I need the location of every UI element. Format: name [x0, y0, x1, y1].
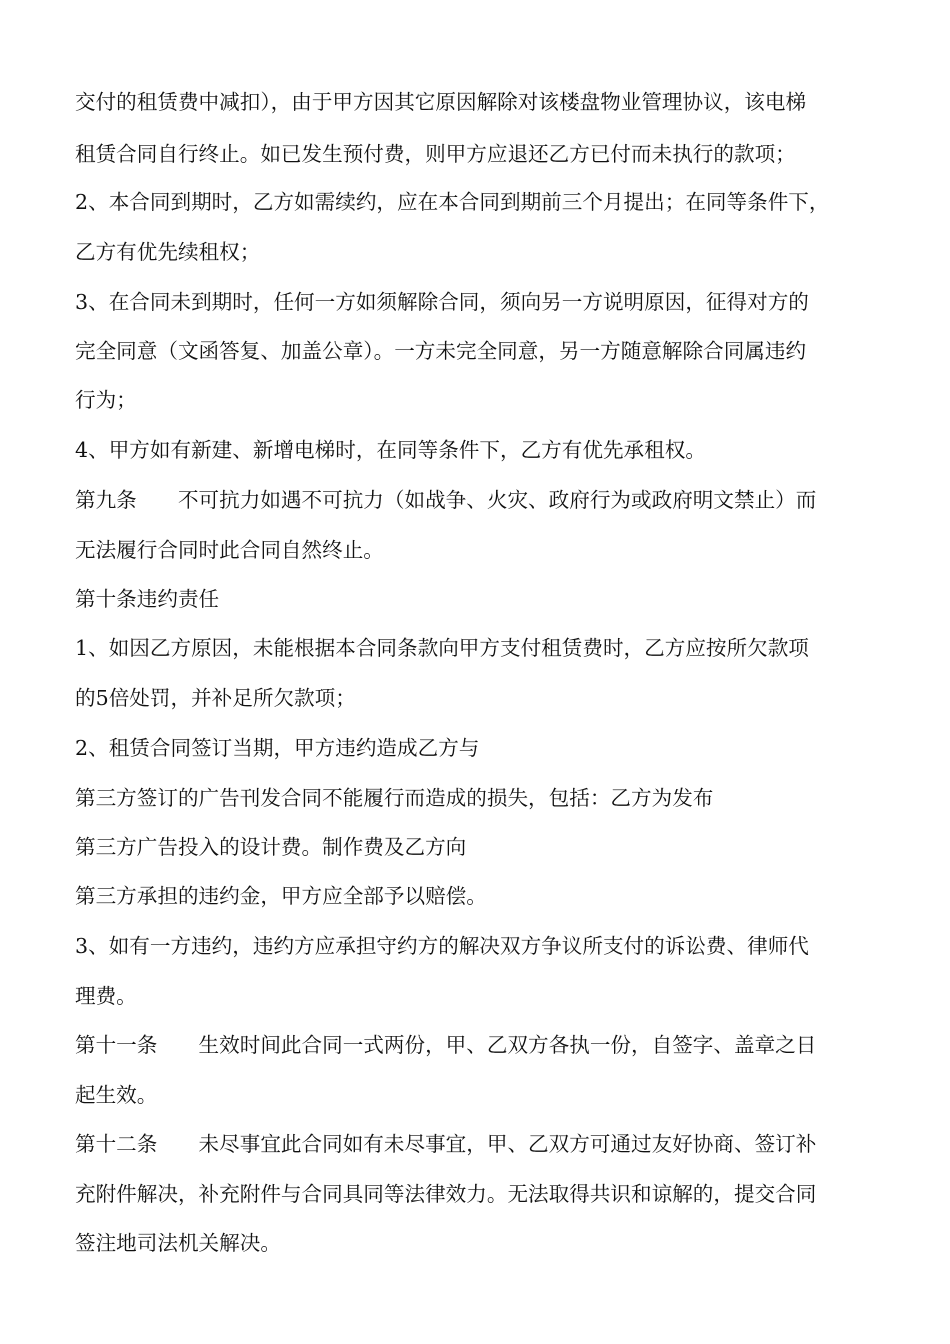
- text-line: 理费。: [75, 984, 137, 1008]
- text-line: 3、如有一方违约，违约方应承担守约方的解决双方争议所支付的诉讼费、律师代: [75, 934, 809, 958]
- text-line: 4、甲方如有新建、新增电梯时，在同等条件下，乙方有优先承租权。: [75, 438, 706, 462]
- text-line: 无法履行合同时此合同自然终止。: [75, 538, 384, 562]
- text-line: 交付的租赁费中减扣），由于甲方因其它原因解除对该楼盘物业管理协议，该电梯: [75, 90, 807, 114]
- text-line: 起生效。: [75, 1083, 158, 1107]
- section-heading-article-10: 第十条违约责任: [75, 587, 220, 611]
- section-heading-article-12: 第十二条 未尽事宜此合同如有未尽事宜，甲、乙双方可通过友好协商、签订补: [75, 1132, 817, 1156]
- section-heading-article-9: 第九条 不可抗力如遇不可抗力（如战争、火灾、政府行为或政府明文禁止）而: [75, 488, 817, 512]
- text-line: 2、租赁合同签订当期，甲方违约造成乙方与: [75, 736, 480, 760]
- text-line: 2、本合同到期时，乙方如需续约，应在本合同到期前三个月提出；在同等条件下，: [75, 190, 830, 214]
- text-line: 签注地司法机关解决。: [75, 1231, 281, 1255]
- text-line: 行为；: [75, 388, 137, 412]
- text-line: 3、在合同未到期时，任何一方如须解除合同，须向另一方说明原因，征得对方的: [75, 290, 809, 314]
- text-line: 1、如因乙方原因，未能根据本合同条款向甲方支付租赁费时，乙方应按所欠款项: [75, 636, 809, 660]
- text-line: 第三方签订的广告刊发合同不能履行而造成的损失，包括：乙方为发布: [75, 786, 714, 810]
- text-line: 乙方有优先续租权；: [75, 240, 261, 264]
- text-line: 第三方承担的违约金，甲方应全部予以赔偿。: [75, 884, 487, 908]
- section-heading-article-11: 第十一条 生效时间此合同一式两份，甲、乙双方各执一份，自签字、盖章之日: [75, 1033, 817, 1057]
- text-line: 完全同意（文函答复、加盖公章）。一方未完全同意，另一方随意解除合同属违约: [75, 339, 807, 363]
- text-line: 租赁合同自行终止。如已发生预付费，则甲方应退还乙方已付而未执行的款项；: [75, 142, 796, 166]
- text-line: 的5倍处罚，并补足所欠款项；: [75, 686, 356, 710]
- text-line: 第三方广告投入的设计费。制作费及乙方向: [75, 835, 467, 859]
- text-line: 充附件解决，补充附件与合同具同等法律效力。无法取得共识和谅解的，提交合同: [75, 1182, 817, 1206]
